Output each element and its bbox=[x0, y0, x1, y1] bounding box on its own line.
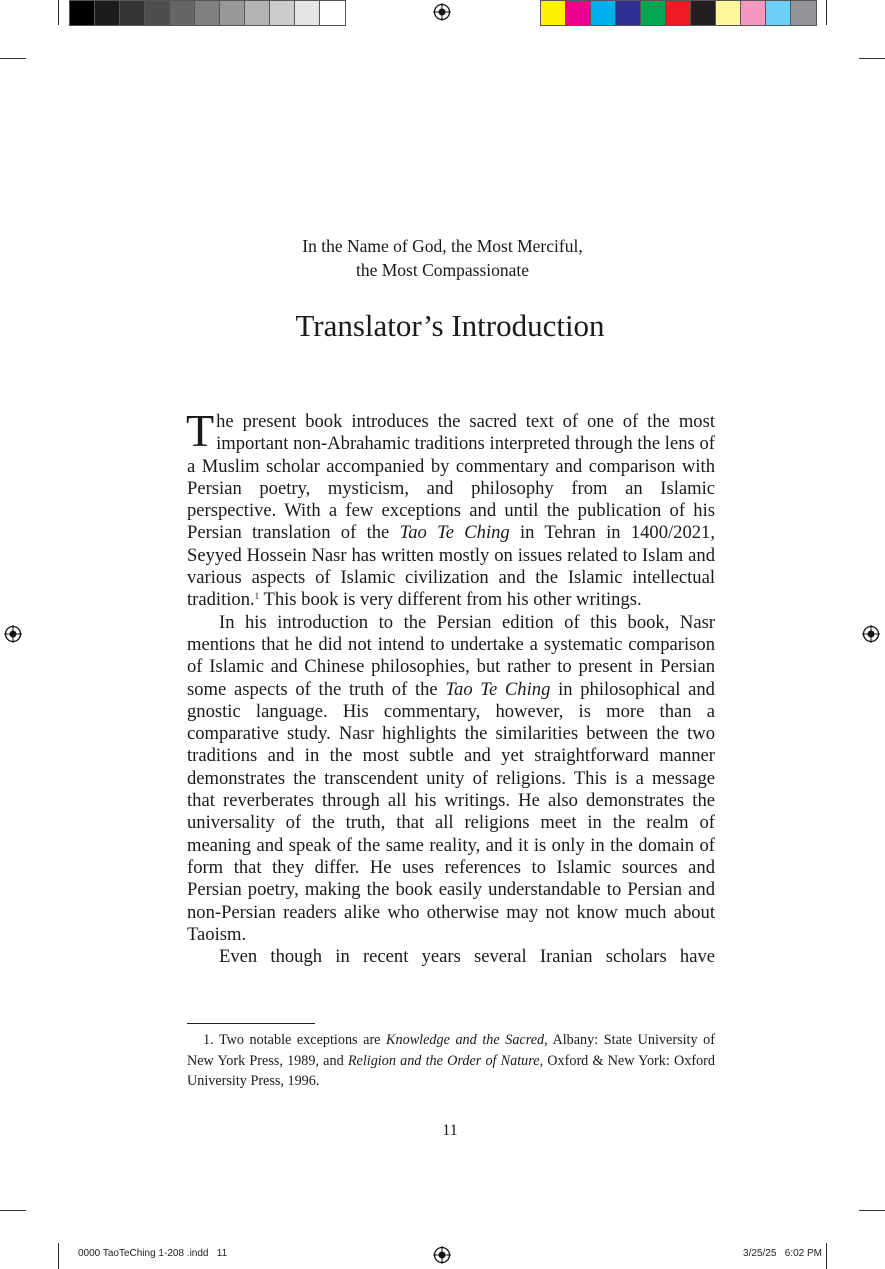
invocation-line-1: In the Name of God, the Most Merciful, bbox=[302, 236, 583, 256]
footnote-divider bbox=[187, 1023, 315, 1024]
color-swatch bbox=[95, 1, 120, 25]
color-swatch bbox=[320, 1, 345, 25]
registration-target-icon bbox=[433, 1246, 451, 1264]
page-number: 11 bbox=[442, 1122, 458, 1139]
paragraph-text: Even though in recent years several Iranian scholars have bbox=[219, 946, 715, 968]
crop-mark bbox=[58, 1243, 59, 1269]
paragraph-text: he present book introduces the sacred text of one of the most important non-Abrahamic traditions interpreted through the lens of a Muslim scholar accompanied by commentary and comparison with Persian poetry, mysticism, and philosophy from an Islamic perspective. With a few exceptions and until the publication of his Persian translation of the bbox=[187, 411, 715, 544]
registration-target-icon bbox=[4, 625, 22, 643]
book-title-italic: Tao Te Ching bbox=[399, 522, 510, 544]
gray-color-bar bbox=[69, 0, 346, 26]
color-swatch bbox=[566, 1, 591, 25]
color-swatch bbox=[195, 1, 220, 25]
color-swatch bbox=[641, 1, 666, 25]
slug-timestamp: 3/25/25 6:02 PM bbox=[743, 1248, 822, 1259]
color-swatch bbox=[245, 1, 270, 25]
paragraph-2 bbox=[187, 612, 715, 946]
paragraph-3 bbox=[187, 946, 715, 968]
registration-target-icon bbox=[862, 625, 880, 643]
paragraph-text: In his introduction to the Persian edition of this book, Nasr mentions that he did not intend to undertake a systematic comparison of Islamic and Chinese philosophies, but rather to present in Persian some aspects of the truth of the bbox=[187, 611, 715, 700]
chapter-title: Translator’s Introduction bbox=[295, 308, 605, 343]
color-swatch bbox=[791, 1, 816, 25]
footnote-text: , Albany: State University of New York Press, 1989, and bbox=[187, 1032, 715, 1069]
color-swatch bbox=[295, 1, 320, 25]
color-swatch bbox=[691, 1, 716, 25]
color-swatch bbox=[616, 1, 641, 25]
color-swatch bbox=[170, 1, 195, 25]
crop-mark bbox=[826, 1243, 827, 1269]
footnote-italic: Religion and the Order of Nature bbox=[347, 1052, 540, 1069]
drop-cap: T bbox=[186, 405, 215, 456]
color-swatch bbox=[741, 1, 766, 25]
color-swatch bbox=[766, 1, 791, 25]
footnote-text: Two notable exceptions are bbox=[213, 1032, 387, 1048]
registration-target-icon bbox=[433, 3, 451, 21]
color-swatch bbox=[70, 1, 95, 25]
invocation-line-2: the Most Compassionate bbox=[355, 260, 530, 280]
book-title-italic: Tao Te Ching bbox=[445, 678, 551, 700]
process-color-bar bbox=[540, 0, 817, 26]
crop-mark bbox=[859, 1210, 885, 1211]
color-swatch bbox=[591, 1, 616, 25]
footnote-italic: Knowledge and the Sacred bbox=[386, 1032, 545, 1048]
invocation-heading bbox=[0, 234, 885, 282]
color-swatch bbox=[120, 1, 145, 25]
color-swatch bbox=[716, 1, 741, 25]
color-swatch bbox=[541, 1, 566, 25]
crop-mark bbox=[0, 58, 26, 59]
footnote-reference[interactable]: 1 bbox=[254, 591, 260, 602]
footnote-number: 1. bbox=[203, 1032, 214, 1048]
paragraph-text: in Tehran in 1400/2021, Seyyed Hossein Nasr has written mostly on issues related to Islam and various aspects of Islamic civilization and the Islamic intellectual tradition. bbox=[187, 522, 716, 611]
paragraph-text: in philosophical and gnostic language. His commentary, however, is more than a comparative study. Nasr highlights the similarities between the two traditions and in the most subtle and yet straightforward manner demonstrates the transcendent unity of religions. This is a message that reverberates through all his writings. He also demonstrates the universality of the truth, that all religions meet in the realm of meaning and speak of the same reality, and it is only in the domain of form that they differ. He uses references to Islamic sources and Persian poetry, making the book easily understandable to Persian and non-Persian readers alike who otherwise may not know much about Taoism. bbox=[187, 678, 715, 945]
body-text bbox=[186, 405, 716, 968]
slug-file-info: 0000 TaoTeChing 1-208 .indd 11 bbox=[78, 1248, 228, 1259]
crop-mark bbox=[859, 58, 885, 59]
crop-mark bbox=[826, 0, 827, 25]
footnote-text: , Oxford & New York: Oxford University Press, 1996. bbox=[187, 1052, 715, 1089]
paragraph-1 bbox=[186, 405, 716, 612]
color-swatch bbox=[220, 1, 245, 25]
paragraph-text: This book is very different from his other writings. bbox=[259, 589, 642, 611]
footnote bbox=[187, 1030, 715, 1092]
color-swatch bbox=[145, 1, 170, 25]
color-swatch bbox=[666, 1, 691, 25]
crop-mark bbox=[58, 0, 59, 25]
color-swatch bbox=[270, 1, 295, 25]
crop-mark bbox=[0, 1210, 26, 1211]
